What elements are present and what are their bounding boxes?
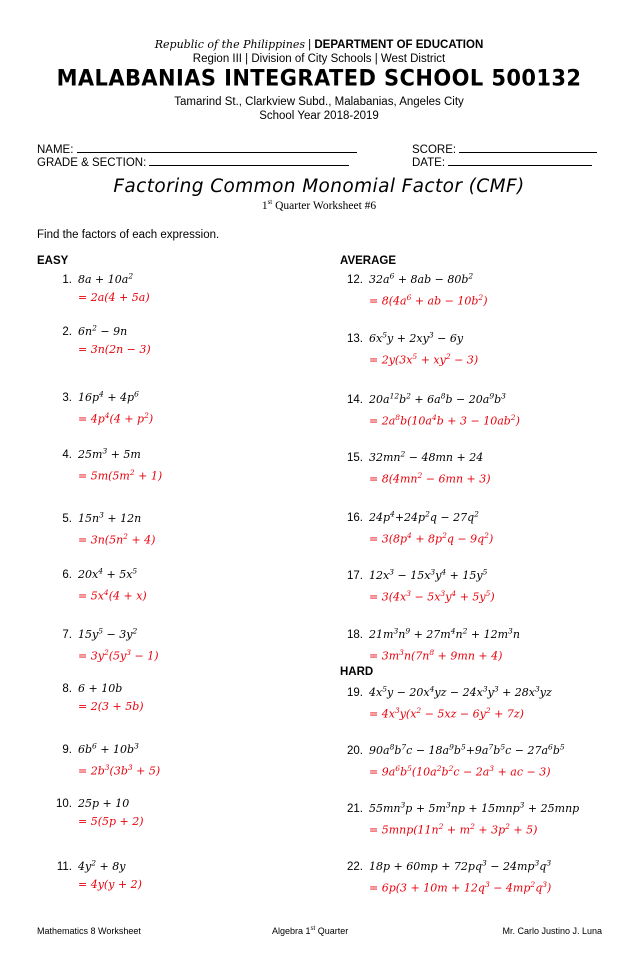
problem-answer: = $3(8p^4 + 8p^2q - 9q^2)$ xyxy=(369,530,494,546)
problem-item xyxy=(50,854,330,893)
problem-number: 4. xyxy=(62,448,72,461)
problem-expression: $4y^2 + 8y$ xyxy=(78,858,126,873)
score-blank[interactable] xyxy=(459,142,597,153)
date-blank[interactable] xyxy=(448,155,592,166)
problem-expression: $55mn^3p + 5m^3np + 15mnp^3 + 25mnp$ xyxy=(369,800,580,815)
problem-answer: = $5m(5m^2 + 1)$ xyxy=(78,467,163,483)
problem-question xyxy=(341,738,631,760)
section-average: AVERAGE xyxy=(340,255,397,267)
problem-answer: = $4p^4(4 + p^2)$ xyxy=(78,410,154,426)
problem-expression: $25m^3 + 5m$ xyxy=(78,446,141,461)
problem-expression: $90a^8b^7c - 18a^9b^5+9a^7b^5c - 27a^6b^5$ xyxy=(369,742,565,757)
subtitle-suffix: st xyxy=(267,198,273,206)
problem-item xyxy=(50,442,330,484)
problem-answer: = $9a^6b^5(10a^2b^2c - 2a^3$ + ac − 3) xyxy=(369,763,551,779)
problem-item xyxy=(50,319,330,358)
problem-answer: = $2b^3(3b^3 + 5)$ xyxy=(78,762,161,778)
footer-left: Mathematics 8 Worksheet xyxy=(37,926,141,936)
problem-question xyxy=(341,267,631,289)
section-hard: HARD xyxy=(340,666,374,678)
problem-answer: = $3m^3n(7n^8 + 9mn + 4)$ xyxy=(369,647,503,663)
problem-item xyxy=(50,680,330,715)
grade-blank[interactable] xyxy=(149,155,349,166)
problem-expression: 6 + 10b xyxy=(78,682,123,695)
instructions: Find the factors of each expression. xyxy=(37,229,220,241)
section-easy: EASY xyxy=(37,255,69,267)
problem-expression: $15y^5 - 3y^2$ xyxy=(78,626,138,641)
problem-question xyxy=(50,622,330,644)
problem-answer: = $8(4a^6$ + ab − $10b^2$) xyxy=(369,292,488,308)
problem-answer: = $5x^4(4 + x)$ xyxy=(78,587,147,603)
problem-number: 17. xyxy=(347,569,363,582)
problem-answer: = $3n(5n^2 + 4)$ xyxy=(78,531,156,547)
problem-item xyxy=(50,795,330,830)
problem-answer: = $2a^8b(10a^4b + 3 - 10ab^2)$ xyxy=(369,412,520,428)
problem-item xyxy=(341,738,631,780)
problem-item xyxy=(341,445,631,487)
problem-number: 9. xyxy=(62,743,72,756)
problem-answer: = 2a(4 + 5a) xyxy=(78,290,150,304)
problem-expression: $21m^3n^9 + 27m^4n^2 + 12m^3n$ xyxy=(369,626,520,641)
problem-number: 18. xyxy=(347,628,363,641)
problem-answer: = $5mnp(11n^2 + m^2 + 3p^2 + 5)$ xyxy=(369,821,538,837)
problem-answer: = $3(4x^3 - 5x^3y^4 + 5y^5)$ xyxy=(369,588,495,604)
problem-item xyxy=(341,387,631,429)
problem-number: 8. xyxy=(62,683,72,695)
header-line-1 xyxy=(0,38,638,51)
problem-item xyxy=(50,562,330,604)
worksheet-title: Factoring Common Monomial Factor (CMF) xyxy=(113,176,525,197)
problem-question xyxy=(341,445,631,467)
problem-answer: = $4x^3y(x^2 - 5xz - 6y^2 + 7z)$ xyxy=(369,705,524,721)
problem-question xyxy=(341,680,631,702)
problem-answer: = $2y(3x^5 + xy^2 - 3)$ xyxy=(369,351,479,367)
name-field xyxy=(37,142,357,156)
school-year: School Year 2018-2019 xyxy=(259,110,379,122)
name-label: NAME: xyxy=(37,144,74,156)
problem-item xyxy=(50,622,330,664)
problem-item xyxy=(341,622,631,664)
problem-item xyxy=(341,854,631,896)
republic-text: Republic of the Philippines xyxy=(154,38,305,51)
subtitle-rest: Quarter Worksheet #6 xyxy=(272,199,377,212)
date-label: DATE: xyxy=(412,157,446,169)
problem-expression: $16p^4 + 4p^6$ xyxy=(78,389,139,404)
problem-item xyxy=(341,505,631,547)
problem-question xyxy=(50,385,330,407)
problem-question xyxy=(341,326,631,348)
problem-answer: = 2(3 + 5b) xyxy=(78,700,144,713)
problem-item xyxy=(341,796,631,838)
problem-question xyxy=(50,442,330,464)
problem-number: 6. xyxy=(62,568,72,581)
problem-question xyxy=(50,319,330,341)
problem-expression: $12x^3 - 15x^3y^4 + 15y^5$ xyxy=(369,567,488,582)
problem-question xyxy=(50,562,330,584)
problem-answer: = 5(5p + 2) xyxy=(78,815,144,828)
problem-item xyxy=(50,385,330,427)
problem-item xyxy=(50,506,330,548)
problem-question xyxy=(50,506,330,528)
problem-expression: $6b^6 + 10b^3$ xyxy=(78,741,139,756)
problem-number: 7. xyxy=(62,628,72,641)
problem-expression: $20a^{12}b^2 + 6a^8b - 20a^9b^3$ xyxy=(369,391,506,406)
grade-label: GRADE & SECTION: xyxy=(37,157,147,169)
problem-expression: $6x^5y + 2xy^3 - 6y$ xyxy=(369,330,464,345)
problem-number: 5. xyxy=(62,512,72,525)
problem-number: 1. xyxy=(62,273,72,286)
problem-expression: $6n^2 - 9n$ xyxy=(78,323,128,338)
problem-expression: $4x^5y - 20x^4yz - 24x^3y^3 + 28x^3yz$ xyxy=(369,684,552,699)
problem-item xyxy=(50,737,330,779)
problem-question xyxy=(50,737,330,759)
problem-number: 21. xyxy=(347,802,363,815)
name-blank[interactable] xyxy=(77,142,357,153)
school-address: Tamarind St., Clarkview Subd., Malabanias, Angeles City xyxy=(174,96,464,108)
problem-question xyxy=(341,622,631,644)
problem-item xyxy=(341,326,631,368)
footer-center-post: Quarter xyxy=(315,926,349,936)
footer-center-pre: Algebra 1 xyxy=(272,926,311,936)
problem-question xyxy=(341,505,631,527)
problem-number: 10. xyxy=(56,798,72,810)
problem-question xyxy=(341,854,631,876)
problem-number: 22. xyxy=(347,860,363,873)
problem-number: 20. xyxy=(347,744,363,757)
department-text: DEPARTMENT OF EDUCATION xyxy=(314,39,484,51)
problem-number: 16. xyxy=(347,511,363,524)
problem-question xyxy=(50,795,330,813)
worksheet-subtitle xyxy=(0,198,638,212)
problem-item xyxy=(341,680,631,722)
problem-item xyxy=(341,267,631,309)
separator: | xyxy=(304,39,315,51)
subtitle-ordinal: 1 xyxy=(261,199,268,212)
footer-center-sup: st xyxy=(310,926,316,932)
problem-answer: = 3n(2n − 3) xyxy=(78,342,151,356)
footer-right: Mr. Carlo Justino J. Luna xyxy=(502,926,602,936)
region-line: Region III | Division of City Schools | West District xyxy=(192,53,446,65)
problem-question xyxy=(341,387,631,409)
problem-item xyxy=(341,563,631,605)
problem-question xyxy=(50,267,330,289)
problem-number: 19. xyxy=(347,686,363,699)
problem-number: 11. xyxy=(56,860,72,873)
problem-answer: = $8(4mn^2 - 6mn + 3)$ xyxy=(369,470,491,486)
problem-number: 12. xyxy=(347,273,363,286)
problem-question xyxy=(50,680,330,698)
problem-expression: $15n^3 + 12n$ xyxy=(78,510,142,525)
problem-number: 2. xyxy=(62,325,72,338)
problem-answer: = 4y(y + 2) xyxy=(78,877,142,891)
problem-expression: $32mn^2 - 48mn + 24$ xyxy=(369,449,484,464)
problem-number: 15. xyxy=(347,451,363,464)
problem-question xyxy=(341,563,631,585)
problem-expression: $32a^6 + 8ab - 80b^2$ xyxy=(369,271,474,286)
grade-section-field xyxy=(37,155,349,169)
problem-expression: 25p + 10 xyxy=(78,797,130,810)
problem-number: 14. xyxy=(347,393,363,406)
school-name: MALABANIAS INTEGRATED SCHOOL 500132 xyxy=(56,65,582,91)
date-field xyxy=(412,155,592,169)
footer-center xyxy=(272,926,348,936)
problem-expression: $20x^4 + 5x^5$ xyxy=(78,566,138,581)
problem-answer: = $3y^2(5y^3 - 1)$ xyxy=(78,647,159,663)
problem-item xyxy=(50,267,330,306)
problem-question xyxy=(341,796,631,818)
problem-answer: = $6p(3 + 10m + 12q^3 - 4mp^2q^3)$ xyxy=(369,879,552,895)
problem-expression: $18p + 60mp + 72pq^3 - 24mp^3q^3$ xyxy=(369,858,552,873)
problem-question xyxy=(50,854,330,876)
problem-expression: $24p^4+24p^2q - 27q^2$ xyxy=(369,509,479,524)
score-label: SCORE: xyxy=(412,144,457,156)
score-field xyxy=(412,142,597,156)
problem-number: 3. xyxy=(62,391,72,404)
problem-expression: $8a + 10a^2$ xyxy=(78,271,134,286)
problem-number: 13. xyxy=(347,332,363,345)
